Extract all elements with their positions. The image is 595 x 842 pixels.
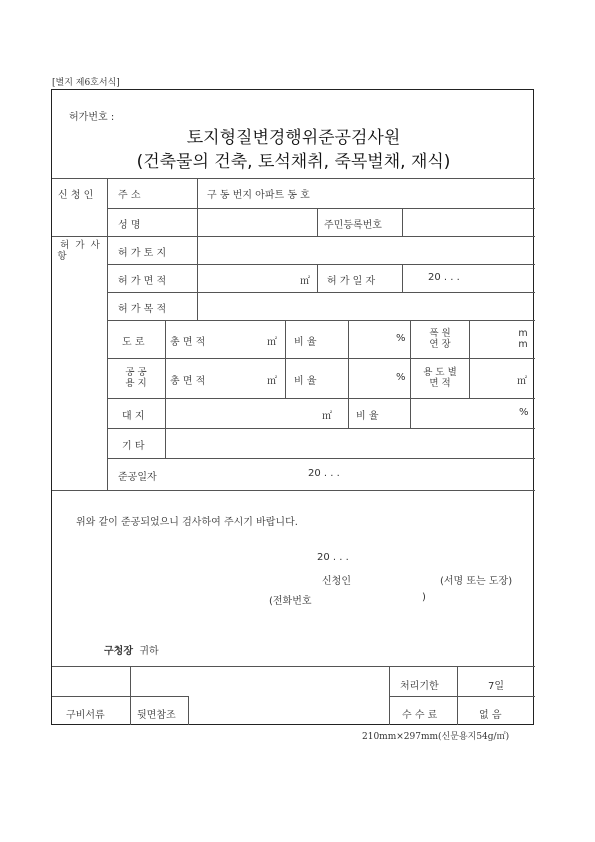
deadline-value: 7일 [488,681,505,692]
road-width-length-units: m m [518,328,528,350]
phone-close: ) [422,592,426,603]
resident-number-label: 주민등록번호 [324,220,382,231]
divider [285,320,286,398]
road-ratio-label: 비 율 [294,337,317,348]
road-label: 도 로 [122,337,145,348]
plot-ratio-unit: % [519,407,529,418]
permit-area-unit: ㎡ [300,276,310,287]
divider [52,666,535,667]
applicant-section-label: 신 청 인 [58,190,94,201]
divider [410,320,411,428]
divider [52,236,535,237]
divider [197,178,198,320]
road-area-unit: ㎡ [267,337,277,348]
form-number: [별지 제6호서식] [52,78,120,88]
divider [107,398,535,399]
permit-date-label: 허 가 일 자 [327,276,376,287]
permit-land-label: 허 가 토 지 [118,248,167,259]
required-docs-label: 구비서류 [66,710,105,721]
divider [165,320,166,458]
address-format-text: 구 동 번지 아파트 동 호 [207,190,310,201]
divider [317,264,318,292]
applicant-sign-label: 신청인 [322,576,351,587]
deadline-label: 처리기한 [400,681,439,692]
permit-date-value: 20 . . . [428,272,460,283]
divider [52,490,535,491]
form-title: 토지형질변경행위준공검사원 [186,128,401,148]
road-ratio-unit: % [396,333,406,344]
permit-number-label: 허가번호 : [69,112,115,123]
plot-area-unit: ㎡ [322,411,332,422]
sign-date: 20 . . . [317,552,349,563]
application-form [51,89,534,725]
permit-section-label: 허 가 사 항 [57,240,100,262]
public-land-use-area-label: 용 도 별 면 적 [423,367,457,389]
road-total-area-label: 총 면 적 [170,337,206,348]
completion-date-label: 준공일자 [118,472,157,483]
public-land-total-area-label: 총 면 적 [170,376,206,387]
divider [130,666,131,725]
divider [107,358,535,359]
plot-ratio-label: 비 율 [356,411,379,422]
public-land-ratio-label: 비 율 [294,376,317,387]
divider [469,320,470,398]
divider [107,292,535,293]
divider [457,666,458,725]
divider [107,320,535,321]
divider [107,178,108,490]
divider [52,178,535,179]
divider [389,666,390,725]
request-text: 위와 같이 준공되었으니 검사하여 주시기 바랍니다. [76,517,298,528]
public-land-ratio-unit: % [396,372,406,383]
divider [402,264,403,292]
public-land-label: 공 공 용 지 [125,367,147,389]
public-land-use-unit: ㎡ [517,376,527,387]
other-label: 기 타 [122,441,145,452]
divider [317,208,318,236]
fee-value: 없 음 [479,710,502,721]
paper-size-note: 210mm×297mm(신문용지54g/㎡) [362,732,510,742]
divider [402,208,403,236]
road-width-length-label: 폭 원 연 장 [429,328,451,350]
divider [188,696,189,725]
required-docs-value: 뒷면참조 [137,710,176,721]
divider [52,696,188,697]
fee-label: 수 수 료 [402,710,438,721]
completion-date-value: 20 . . . [308,468,340,479]
divider [107,264,535,265]
plot-label: 대 지 [122,411,145,422]
divider [348,320,349,428]
permit-area-label: 허 가 면 적 [118,276,167,287]
divider [107,458,535,459]
form-subtitle: (건축물의 건축, 토석채취, 죽목벌채, 재식) [136,152,451,172]
phone-label: (전화번호 [269,596,312,607]
divider [107,428,535,429]
divider [107,208,535,209]
name-label: 성 명 [118,220,141,231]
address-label: 주 소 [118,190,141,201]
permit-purpose-label: 허 가 목 적 [118,304,167,315]
recipient: 구청장 귀하 [104,646,159,657]
public-land-area-unit: ㎡ [267,376,277,387]
divider [389,696,535,697]
signature-note: (서명 또는 도장) [440,576,513,587]
